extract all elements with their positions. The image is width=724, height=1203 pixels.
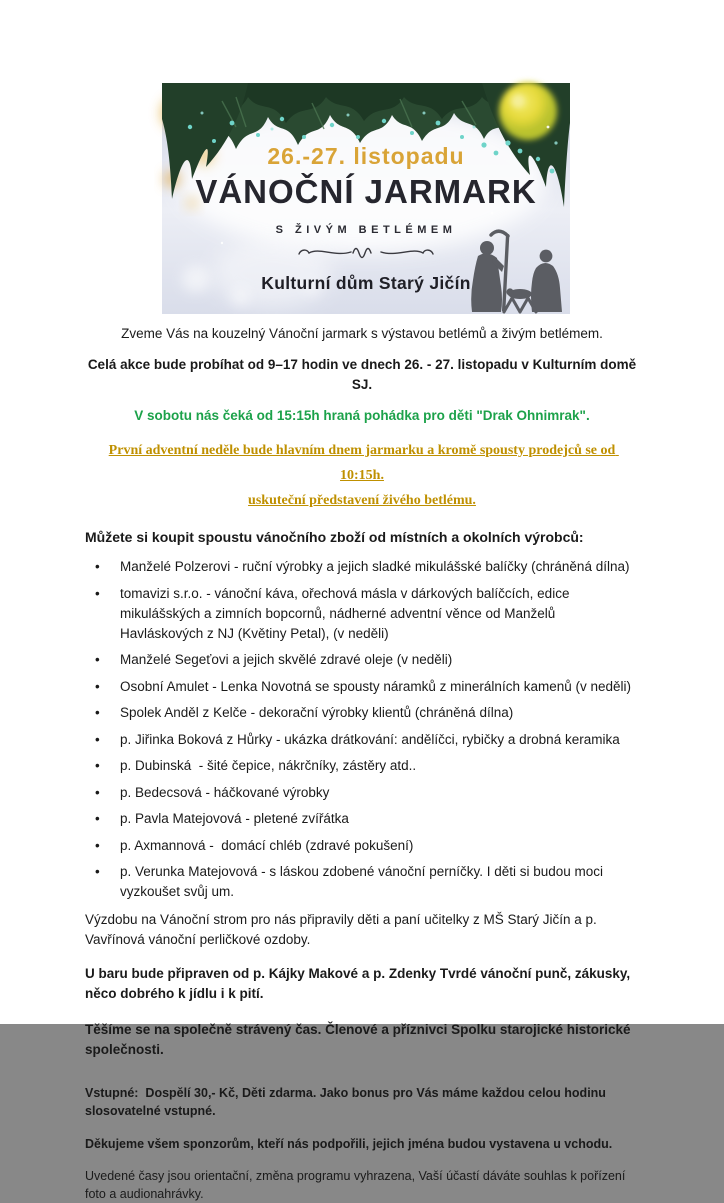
vendor-item: • Osobní Amulet - Lenka Novotná se spousty náramků z minerálních kamenů (v neděli): [85, 677, 639, 697]
vendor-item: • Spolek Anděl z Kelče - dekorační výrobky klientů (chráněná dílna): [85, 703, 639, 723]
vendors-heading: Můžete si koupit spoustu vánočního zboží od místních a okolních výrobců:: [85, 529, 584, 545]
vendor-item: • Manželé Segeťovi a jejich skvělé zdravé oleje (v neděli): [85, 650, 639, 670]
document-body: [85, 322, 639, 1203]
intro-schedule-line: Celá akce bude probíhat od 9–17 hodin ve dnech 26. - 27. listopadu v Kulturním domě SJ.: [87, 357, 640, 392]
closing-thanks: Těšíme se na společně strávený čas. Členové a příznivci Spolku starojické historické společnosti.: [85, 1022, 635, 1057]
vendor-item: • p. Pavla Matejovová - pletené zvířátka: [85, 809, 639, 829]
closing-bar: U baru bude připraven od p. Kájky Makové a p. Zdenky Tvrdé vánoční punč, zákusky, něco dobrého k jídlu i k pití.: [85, 966, 634, 1001]
intro-welcome-line: Zveme Vás na kouzelný Vánoční jarmark s výstavou betlémů a živým betlémem.: [121, 326, 603, 341]
vendor-item: • Manželé Polzerovi - ruční výrobky a jejich sladké mikulášské balíčky (chráněná dílna): [85, 557, 639, 577]
nativity-silhouette-icon: [460, 226, 570, 314]
banner-date-line: 26.-27. listopadu: [267, 143, 465, 169]
intro-sunday-line: [85, 438, 639, 513]
closing-decorations: Výzdobu na Vánoční strom pro nás připravily děti a paní učitelky z MŠ Starý Jičín a p. Vavřínová vánoční perličkové ozdoby.: [85, 912, 601, 947]
closing-admission: Vstupné: Dospělí 30,- Kč, Děti zdarma. Jako bonus pro Vás máme každou celou hodinu slosovatelné vstupné.: [85, 1086, 610, 1118]
vendor-item: • p. Bedecsová - háčkované výrobky: [85, 783, 639, 803]
vendor-item: • p. Dubinská - šité čepice, nákrčníky, zástěry atd..: [85, 756, 639, 776]
flourish-divider-icon: [291, 243, 441, 263]
vendor-item: • p. Jiřinka Boková z Hůrky - ukázka drátkování: andělíčci, rybičky a drobná keramika: [85, 730, 639, 750]
banner-subtitle: S ŽIVÝM BETLÉMEM: [275, 224, 457, 236]
intro-saturday-line: V sobotu nás čeká od 15:15h hraná pohádka pro děti "Drak Ohnimrak".: [134, 408, 590, 423]
event-banner-image: [162, 83, 570, 314]
banner-title: VÁNOČNÍ JARMARK: [195, 173, 537, 210]
vendors-list: [85, 557, 639, 902]
sunday-line-2: uskuteční představení živého betlému.: [248, 493, 476, 508]
closing-sponsors: Děkujeme všem sponzorům, kteří nás podpořili, jejich jména budou vystavena u vchodu.: [85, 1137, 613, 1151]
vendor-item: • p. Verunka Matejovová - s láskou zdobené vánoční perníčky. I děti si budou moci vyzkoušet svůj um.: [85, 862, 639, 902]
banner-venue: Kulturní dům Starý Jičín: [261, 273, 471, 293]
vendor-item: • p. Axmannová - domácí chléb (zdravé pokušení): [85, 836, 639, 856]
vendor-item: • tomavizi s.r.o. - vánoční káva, ořechová másla v dárkových balíčcích, edice mikulášských a zimních bopcornů, nádherné adventní věnce od Manželů Havláskových z NJ (Květiny Petal), (v neděli): [85, 584, 639, 644]
closing-disclaimer: Uvedené časy jsou orientační, změna programu vyhrazena, Vaší účastí dáváte souhlas k pořízení foto a audionahrávky.: [85, 1169, 629, 1201]
sunday-line-1: První adventní neděle bude hlavním dnem jarmarku a kromě spousty prodejců se od 10:15h.: [108, 443, 619, 483]
